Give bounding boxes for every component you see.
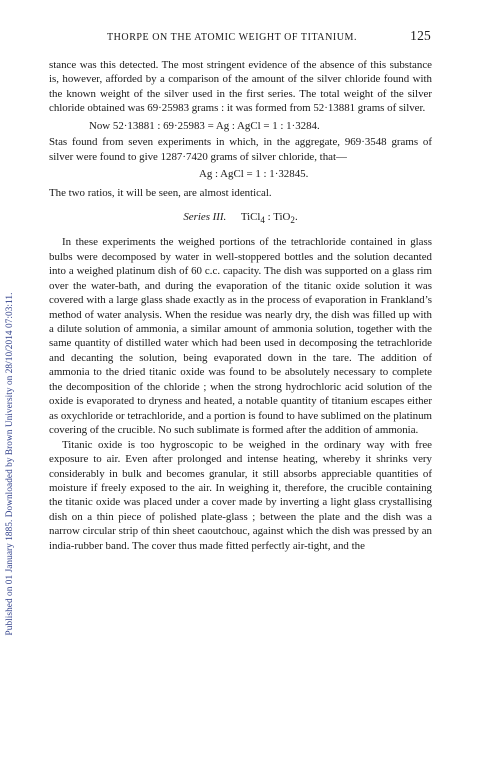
download-watermark bbox=[0, 30, 20, 730]
download-watermark-text: Published on 01 January 1885. Downloaded by Brown University on 28/10/2014 07:03:11. bbox=[5, 292, 15, 636]
series-formula: TiCl$_4$ : TiO$_2$. bbox=[240, 211, 298, 226]
series-title: Series III. bbox=[183, 211, 227, 224]
paragraph-titanic-oxide-weighing: Titanic oxide is too hygroscopic to be weighed in the ordinary way with free exposure to air. Even after prolonged and intense heating, whereby it shrinks very considerably in bulk and becomes granular, it still absorbs appreciable quantities of moisture if freely exposed to the air. In weighing it, therefore, the crucible containing the titanic oxide was placed under a cover made by inverting a light glass crystallising dish on a thin piece of polished plate-glass ; between the plate and the dish was a narrow circular strip of thin sheet caoutchouc, against which the dish was pressed by an india-rubber band. The cover thus made fitted perfectly air-tight, and the bbox=[49, 438, 432, 552]
paragraph-ratios-identical: The two ratios, it will be seen, are almost identical. bbox=[49, 186, 272, 199]
journal-page bbox=[49, 28, 432, 553]
ratio-equation-stas: Ag : AgCl = 1 : 1·32845. bbox=[199, 168, 309, 181]
paragraph-experiment-procedure: In these experiments the weighed portions of the tetrachloride contained in glass bulbs were decomposed by water in well-stoppered bottles and the solution decanted into a weighed platinum dish of 60 c.c. capacity. The dish was supported on a glass rim over the water-bath, and during the evaporation of the titanic oxide solution it was covered with a large glass shade exactly as in the process of evaporation in Frankland’s method of water analysis. When the residue was nearly dry, the dish was filled up with a dilute solution of ammonia, a similar amount of ammonia solution, together with the same quantity of distilled water which had been used in decomposing the tetrachloride and decanting the solution, being evaporated down in the tare. The addition of ammonia to the dried titanic oxide was found to be absolutely necessary to complete the decomposition of the chloride ; when the strong hydrochloric acid solution of the oxide is evaporated to dryness and heated, a notable quantity of titanium escapes either as oxychloride or tetrachloride, and a portion is found to have sublimed on the platinum covering of the crucible. No such sublimate is formed after the addition of ammonia. bbox=[49, 236, 432, 437]
ratio-equation-thorpe: Now 52·13881 : 69·25983 = Ag : AgCl = 1 : 1·3284. bbox=[89, 119, 320, 132]
page-number: 125 bbox=[410, 28, 431, 43]
paragraph-silver-chloride-evidence: stance was this detected. The most stringent evidence of the absence of this substance is, however, afforded by a comparison of the amount of the silver chloride found with the known weight of the silver used in the first series. The total weight of the silver chloride obtained was 69·25983 grams : it was formed from 52·13881 grams of silver. bbox=[49, 59, 432, 115]
running-head-title: THORPE ON THE ATOMIC WEIGHT OF TITANIUM. bbox=[107, 32, 357, 43]
paragraph-stas-experiments: Stas found from seven experiments in which, in the aggregate, 969·3548 grams of silver were found to give 1287·7420 grams of silver chloride, that— bbox=[49, 136, 432, 163]
running-head bbox=[49, 28, 432, 46]
series-heading bbox=[49, 210, 432, 227]
